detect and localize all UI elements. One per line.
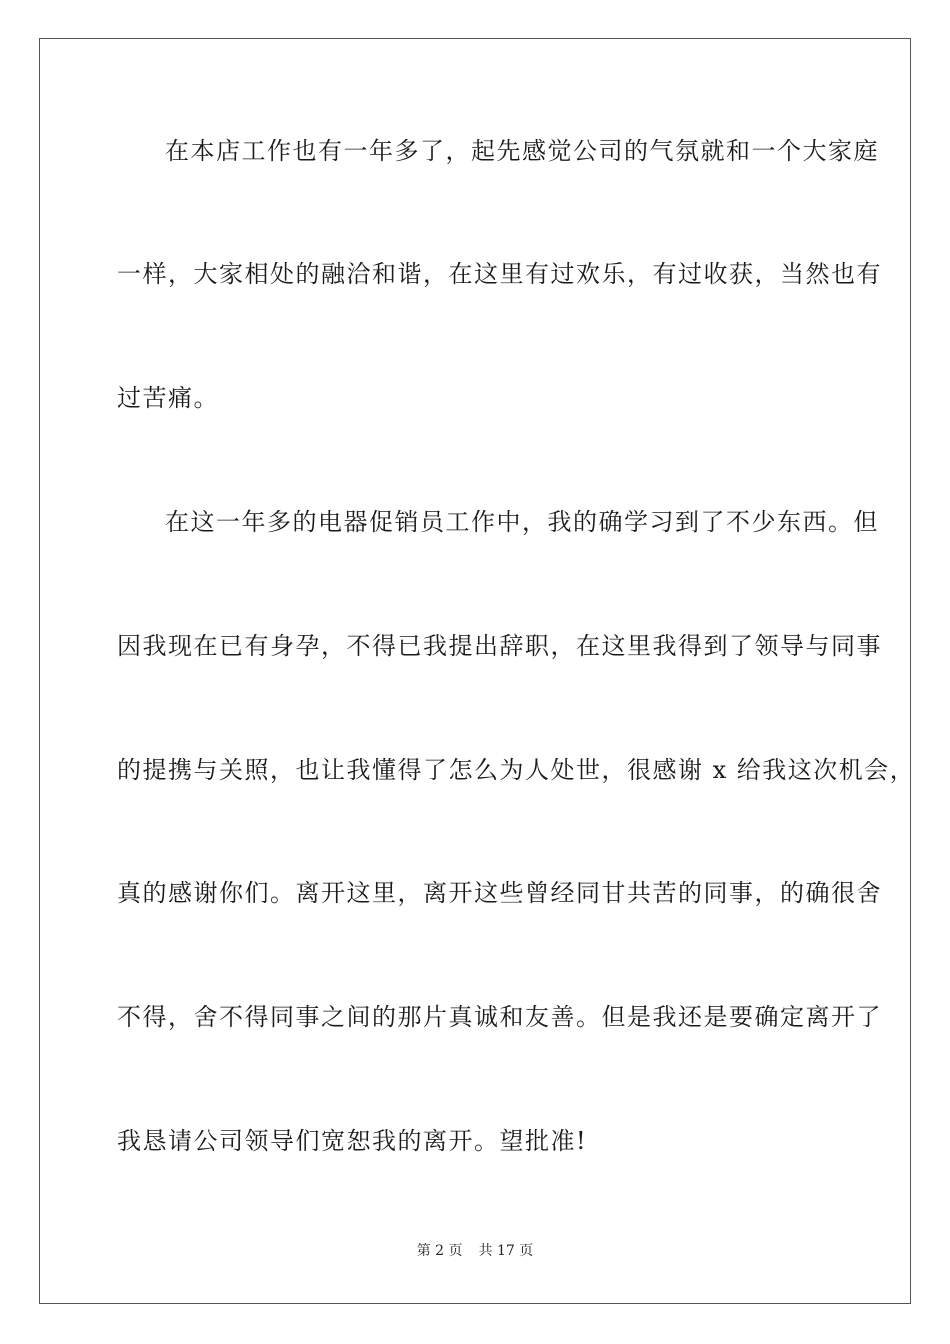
paragraph-1-line-2: 一样，大家相处的融洽和谐，在这里有过欢乐，有过收获，当然也有 [117,260,882,288]
paragraph-2-line-6: 我恳请公司领导们宽恕我的离开。望批准! [117,1127,588,1155]
page-total: 共 17 页 [478,1243,534,1259]
paragraph-1-line-1: 在本店工作也有一年多了，起先感觉公司的气氛就和一个大家庭 [165,137,879,165]
paragraph-2-line-2: 因我现在已有身孕，不得已我提出辞职，在这里我得到了领导与同事 [117,632,882,660]
page-frame [39,38,916,1304]
paragraph-1-line-3: 过苦痛。 [117,384,219,412]
paragraph-2-line-5: 不得，舍不得同事之间的那片真诚和友善。但是我还是要确定离开了 [117,1003,882,1031]
paragraph-2-line-3: 的提携与关照，也让我懂得了怎么为人处世，很感谢 x 给我这次机会， [117,756,916,784]
paragraph-2-line-4: 真的感谢你们。离开这里，离开这些曾经同甘共苦的同事，的确很舍 [117,879,882,907]
paragraph-2-line-1: 在这一年多的电器促销员工作中，我的确学习到了不少东西。但 [165,508,879,536]
page-footer [0,1242,950,1260]
page-number: 第 2 页 [416,1243,463,1259]
